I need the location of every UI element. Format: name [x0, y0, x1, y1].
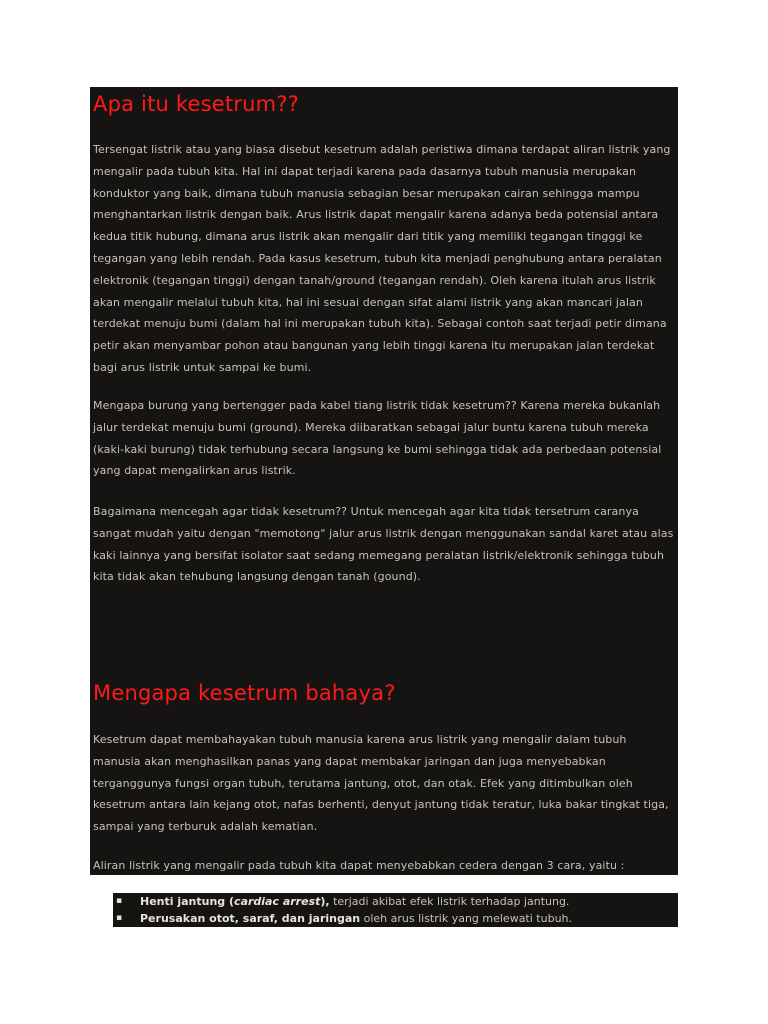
bullet-icon: ▪: [116, 896, 123, 906]
paragraph-danger: Kesetrum dapat membahayakan tubuh manusia karena arus listrik yang mengalir dalam tubuh manusia akan menghasilkan panas yang dapat membakar jaringan dan juga menyebabkan terganggunya fungsi organ tubuh, terutama jantung, otot, dan otak. Efek yang ditimbulkan oleh kesetrum antara lain kejang otot, nafas berhenti, denyut jantung tidak teratur, luka bakar tingkat tiga, sampai yang terburuk adalah kematian.: [93, 733, 669, 834]
paragraph-prevention: Bagaimana mencegah agar tidak kesetrum?? Untuk mencegah agar kita tidak tersetrum caranya sangat mudah yaitu dengan "memotong" jalur arus listrik dengan menggunakan sandal karet atau alas kaki lainnya yang bersifat isolator saat sedang memegang peralatan listrik/elektronik sehingga tubuh kita tidak akan tehubung langsung dengan tanah (gound).: [93, 505, 674, 584]
section-heading-what-is: Apa itu kesetrum??: [93, 92, 300, 116]
list-item-rest: terjadi akibat efek listrik terhadap jantung.: [329, 895, 570, 908]
injury-list: [113, 893, 678, 927]
list-item: [113, 910, 678, 927]
list-item-text: [140, 893, 569, 910]
list-item: [113, 893, 678, 910]
list-item-rest: oleh arus listrik yang melewati tubuh.: [360, 912, 573, 925]
list-item-bold-end: ),: [320, 895, 330, 908]
paragraph-birds: Mengapa burung yang bertengger pada kabel tiang listrik tidak kesetrum?? Karena mereka bukanlah jalur terdekat menuju bumi (ground). Mereka diibaratkan sebagai jalur buntu karena tubuh mereka (kaki-kaki burung) tidak terhubung secara langsung ke bumi sehingga tidak ada perbedaan potensial yang dapat mengalirkan arus listrik.: [93, 399, 662, 478]
list-item-bold: Perusakan otot, saraf, dan jaringan: [140, 912, 361, 925]
paragraph-definition: Tersengat listrik atau yang biasa disebut kesetrum adalah peristiwa dimana terdapat aliran listrik yang mengalir pada tubuh kita. Hal ini dapat terjadi karena pada dasarnya tubuh manusia merupakan konduktor yang baik, dimana tubuh manusia sebagian besar merupakan cairan sehingga mampu menghantarkan listrik dengan baik. Arus listrik dapat mengalir karena adanya beda potensial antara kedua titik hubung, dimana arus listrik akan mengalir dari titik yang memiliki tegangan tingggi ke tegangan yang lebih rendah. Pada kasus kesetrum, tubuh kita menjadi penghubung antara peralatan elektronik (tegangan tinggi) dengan tanah/ground (tegangan rendah). Oleh karena itulah arus listrik akan mengalir melalui tubuh kita, hal ini sesuai dengan sifat alami listrik yang akan mancari jalan terdekat menuju bumi (dalam hal ini merupakan tubuh kita). Sebagai contoh saat terjadi petir dimana petir akan menyambar pohon atau bangunan yang lebih tinggi karena itu merupakan jalan terdekat bagi arus listrik untuk sampai ke bumi.: [93, 143, 671, 374]
list-item-italic: cardiac arrest: [234, 895, 321, 908]
list-item-text: [140, 910, 572, 927]
article-panel: [90, 87, 678, 875]
bullet-icon: ▪: [116, 913, 123, 923]
paragraph-injury-intro: Aliran listrik yang mengalir pada tubuh kita dapat menyebabkan cedera dengan 3 cara, yaitu :: [93, 859, 625, 872]
list-item-bold: Henti jantung (: [140, 895, 235, 908]
section-heading-why-dangerous: Mengapa kesetrum bahaya?: [93, 681, 396, 705]
